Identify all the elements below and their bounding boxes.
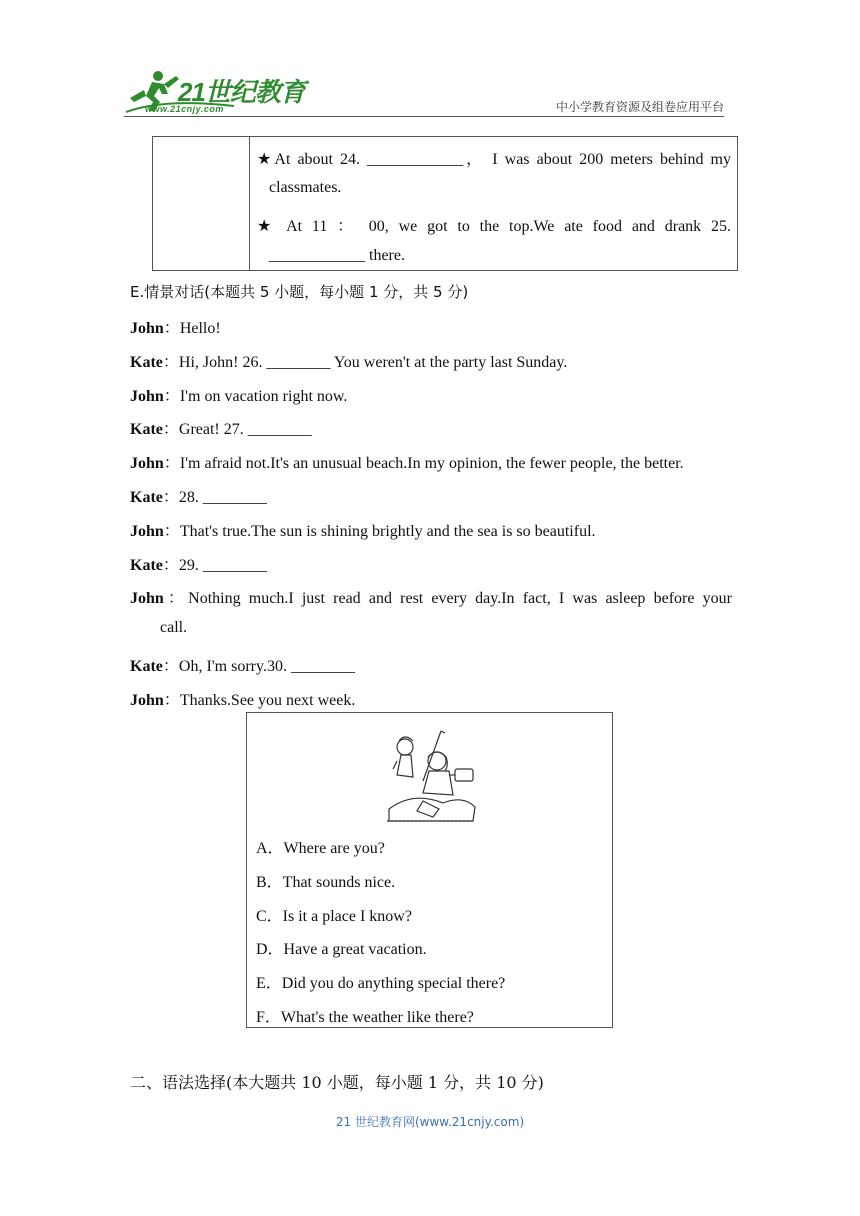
header-divider [124,116,724,117]
dialogue-line: John：Nothing much.I just read and rest every day.In fact, I was asleep before your [130,590,732,607]
option-f: F．What's the weather like there? [256,1009,474,1026]
table-line-24: ★At about 24. ____________， I was about 200 meters behind my [257,151,731,168]
dialogue-line: John：I'm on vacation right now. [130,388,348,405]
dialogue-line: John：I'm afraid not.It's an unusual beach.In my opinion, the fewer people, the better. [130,455,684,472]
dialogue-line: Kate：Hi, John! 26. ________ You weren't at the party last Sunday. [130,354,568,371]
dialogue-line: John：Hello! [130,320,221,337]
options-box [246,712,613,1028]
table-line-there: ____________ there. [269,247,405,264]
dialogue-line: John：That's true.The sun is shining brightly and the sea is so beautiful. [130,523,596,540]
phone-call-illustration [383,721,479,825]
option-d: D．Have a great vacation. [256,941,427,958]
option-e: E．Did you do anything special there? [256,975,506,992]
section-2-title: 二、语法选择(本大题共 10 小题，每小题 1 分，共 10 分) [130,1073,544,1092]
table-line-classmates: classmates. [269,179,342,196]
section-e-title: E.情景对话(本题共 5 小题，每小题 1 分，共 5 分) [130,283,469,301]
logo-url: www.21cnjy.com [145,104,224,114]
passage-table [152,136,738,271]
option-b: B．That sounds nice. [256,874,396,891]
logo-text: 21世纪教育 [178,77,305,107]
dialogue-continuation: call. [160,619,188,636]
table-line-25: ★ At 11 ： 00, we got to the top.We ate food and drank 25. [257,218,731,235]
dialogue-line: Kate：Great! 27. ________ [130,421,312,438]
dialogue-line: John：Thanks.See you next week. [130,692,356,709]
dialogue-line: Kate：28. ________ [130,489,267,506]
table-column-divider [249,137,250,270]
footer-source[interactable]: 21 世纪教育网(www.21cnjy.com) [335,1115,525,1129]
dialogue-line: Kate：29. ________ [130,557,267,574]
dialogue-line: Kate：Oh, I'm sorry.30. ________ [130,658,355,675]
option-a: A．Where are you? [256,840,385,857]
platform-label: 中小学教育资源及组卷应用平台 [555,100,724,114]
option-c: C．Is it a place I know? [256,908,412,925]
